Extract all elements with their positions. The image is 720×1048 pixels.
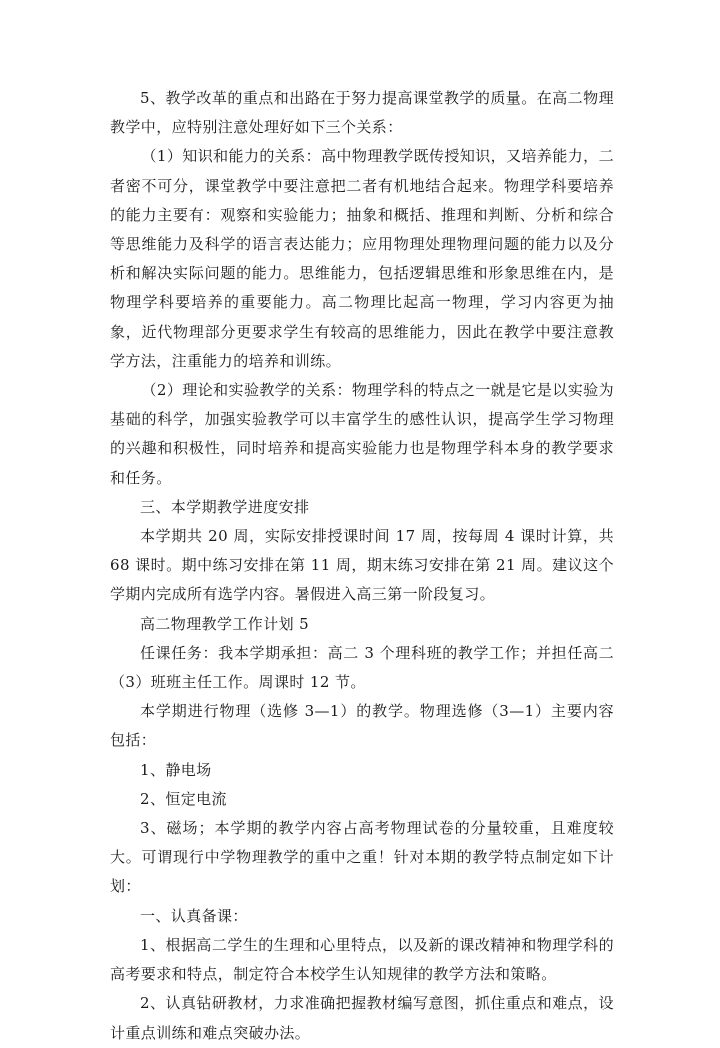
heading-plan-title: 高二物理教学工作计划 5: [140, 614, 310, 633]
paragraph-teaching-reform: 5、教学改革的重点和出路在于努力提高课堂教学的质量。在高二物理教学中，应特别注意处理好如下三个关系：: [110, 89, 614, 137]
paragraph-knowledge-ability: （1）知识和能力的关系：高中物理教学既传授知识，又培养能力，二者密不可分，课堂教学中要注意把二者有机地结合起来。物理学科要培养的能力主要有：观察和实验能力；抽象和概括、推理和判断、分析和综合等思维能力及科学的语言表达能力；应用物理处理物理问题的能力以及分析和解决实际问题的能力。思维能力，包括逻辑思维和形象思维在内，是物理学科要培养的重要能力。高二物理比起高一物理，学习内容更为抽象，近代物理部分更要求学生有较高的思维能力，因此在教学中要注意教学方法，注重能力的培养和训练。: [110, 147, 614, 370]
paragraph-prep-1: 1、根据高二学生的生理和心里特点，以及新的课改精神和物理学科的高考要求和特点，制定符合本校学生认知规律的教学方法和策略。: [110, 935, 614, 984]
list-item-magnetism: 3、磁场；本学期的教学内容占高考物理试卷的分量较重，且难度较大。可谓现行中学物理教学的重中之重！针对本期的教学特点制定如下计划：: [110, 819, 614, 896]
list-item-current: 2、恒定电流: [140, 789, 227, 808]
paragraph-assignment: 任课任务：我本学期承担：高二 3 个理科班的教学工作；并担任高二（3）班班主任工作。周课时 12 节。: [110, 643, 614, 692]
list-item-electrostatics: 1、静电场: [140, 760, 212, 779]
paragraph-course-content: 本学期进行物理（选修 3—1）的教学。物理选修（3—1）主要内容包括：: [110, 702, 614, 750]
document-body: [110, 84, 614, 1048]
paragraph-theory-experiment: （2）理论和实验教学的关系：物理学科的特点之一就是它是以实验为基础的科学，加强实验教学可以丰富学生的感性认识，提高学生学习物理的兴趣和积极性，同时培养和提高实验能力也是物理学科本身的教学要求和任务。: [110, 381, 614, 487]
heading-schedule: 三、本学期教学进度安排: [140, 497, 310, 516]
paragraph-prep-2: 2、认真钻研教材，力求准确把握教材编写意图，抓住重点和难点，设计重点训练和难点突破办法。: [110, 994, 614, 1042]
heading-lesson-prep: 一、认真备课：: [140, 906, 248, 925]
paragraph-schedule: 本学期共 20 周，实际安排授课时间 17 周，按每周 4 课时计算，共 68 课时。期中练习安排在第 11 周，期末练习安排在第 21 周。建议这个学期内完成所有选学内容。暑假进入高三第一阶段复习。: [110, 527, 614, 604]
